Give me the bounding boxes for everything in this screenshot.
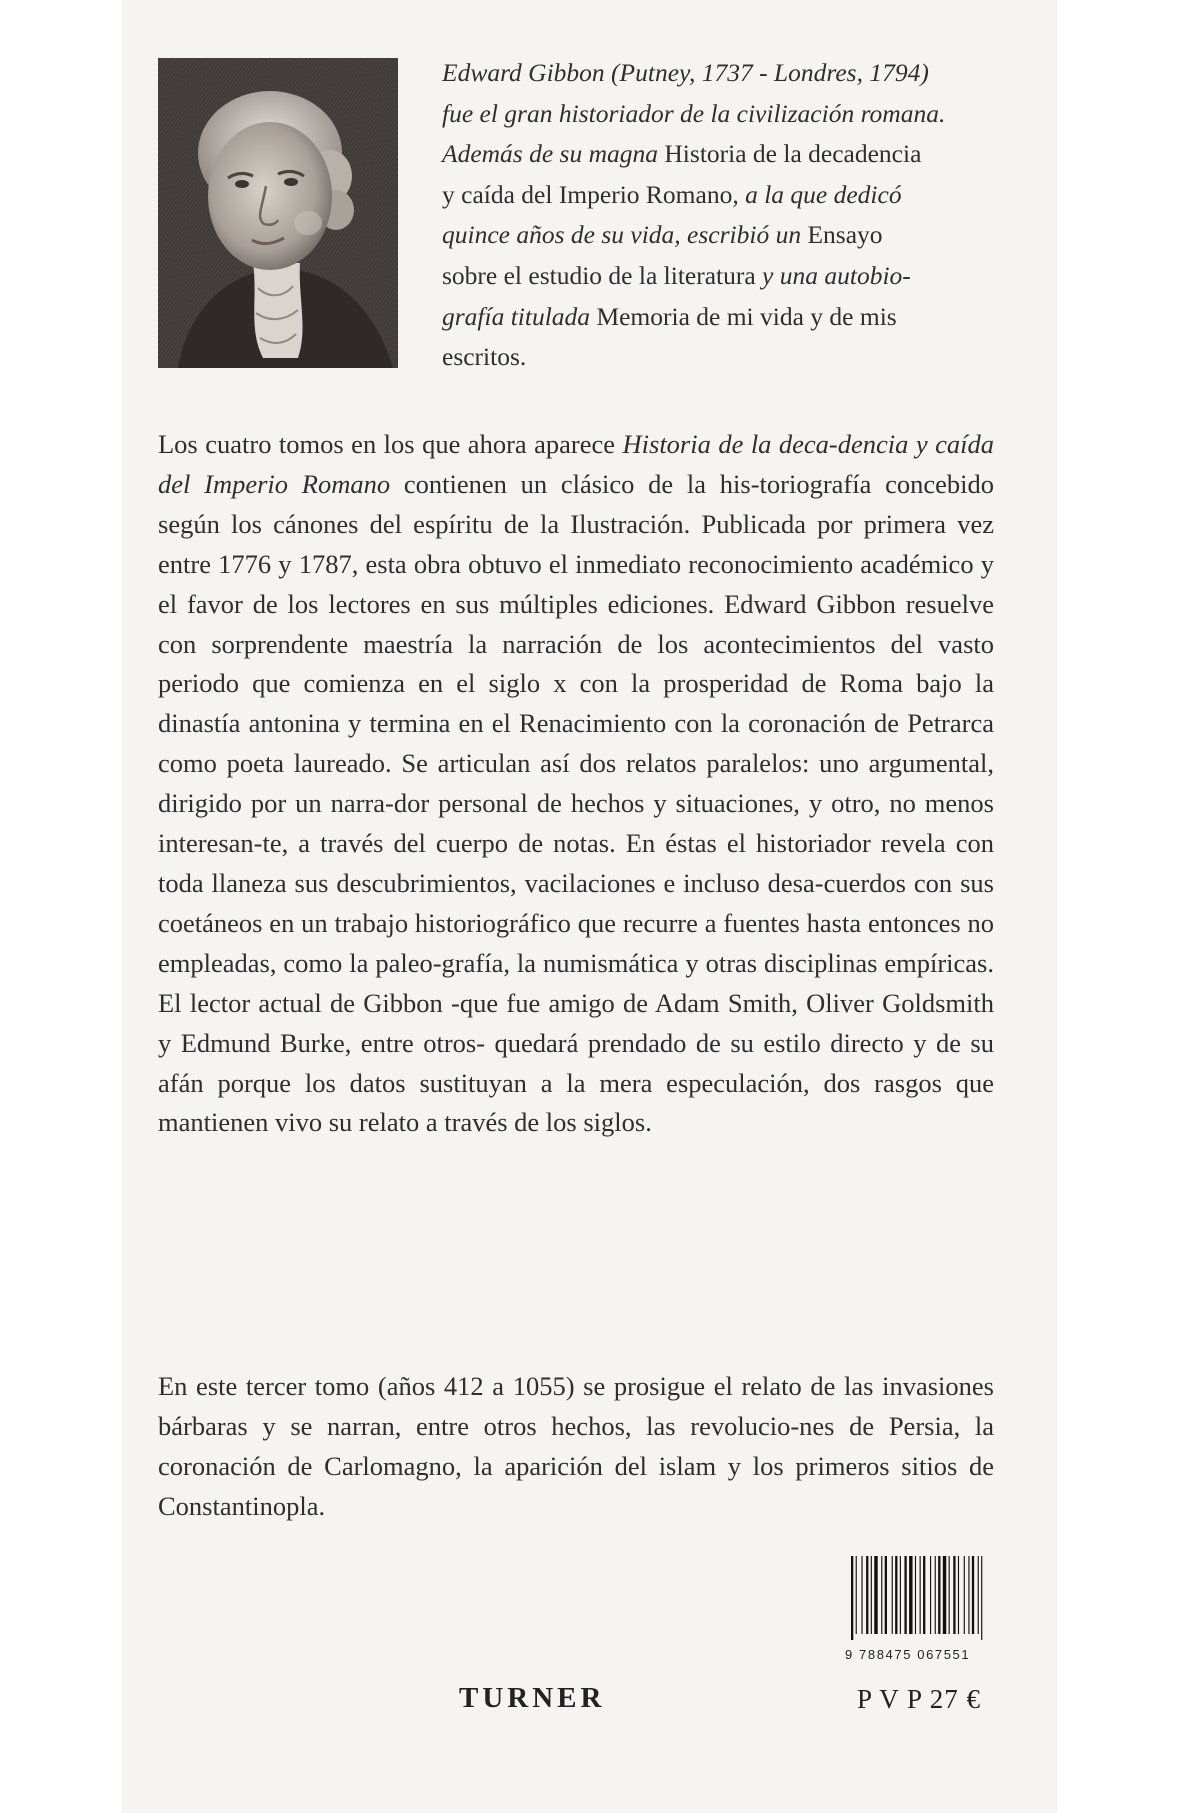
barcode-bar: [935, 1556, 936, 1634]
barcode-bar: [874, 1556, 877, 1634]
bio-line: [442, 337, 994, 378]
barcode-bar: [949, 1556, 950, 1634]
bio-text: Edward Gibbon (Putney, 1737 - Londres, 1794): [442, 58, 929, 87]
barcode-bar: [938, 1556, 940, 1634]
barcode-bar: [915, 1556, 916, 1634]
barcode-bars: [845, 1556, 997, 1640]
barcode-bar: [866, 1556, 868, 1634]
price-label: P V P 27 €: [857, 1684, 982, 1714]
bio-line: [442, 297, 994, 338]
bio-text: y una autobio-: [755, 260, 911, 290]
barcode-bar: [871, 1556, 872, 1634]
description-book-title: Historia de la deca-dencia y caída del Imperio Romano: [158, 429, 994, 499]
barcode-bar: [920, 1556, 921, 1634]
barcode-bar: [851, 1556, 853, 1640]
isbn-number: 9 788475 067551: [845, 1647, 971, 1662]
bio-book-title: sobre el estudio de la literatura: [442, 260, 756, 290]
barcode-bar: [943, 1556, 946, 1634]
bio-text: Además de su magna: [442, 139, 659, 169]
description-text: Los cuatro tomos en los que ahora aparece: [158, 429, 623, 459]
barcode-bar: [930, 1556, 931, 1634]
barcode-bar: [958, 1556, 959, 1634]
barcode-bar: [972, 1556, 974, 1634]
isbn-barcode: [845, 1556, 997, 1662]
bio-line: [442, 94, 994, 135]
barcode-bar: [856, 1556, 857, 1634]
bio-book-title: Ensayo: [801, 220, 883, 250]
bio-book-title: y caída del Imperio Romano: [442, 179, 733, 209]
author-portrait: [158, 58, 398, 368]
barcode-bar: [968, 1556, 969, 1634]
barcode-bar: [892, 1556, 893, 1634]
barcode-bar: [881, 1556, 882, 1634]
bio-line: [442, 256, 994, 297]
publisher-logo: TURNER: [459, 1682, 606, 1714]
description-text: contienen un clásico de la his-toriografía concebido según los cánones del espíritu de la Ilustración. Publicada por primera vez entre 1776 y 1787, esta obra obtuvo el inmediato reconocimiento académico y el favor de los lectores en sus múltiples ediciones. Edward Gibbon resuelve con sorprendente maestría la narración de los acontecimientos del vasto periodo que comienza en el siglo x con la prosperidad de Roma bajo la dinastía antonina y termina en el Renacimiento con la coronación de Petrarca como poeta laureado. Se articulan así dos relatos paralelos: uno argumental, dirigido por un narra-dor personal de hechos y situaciones, y otro, no menos interesan-te, a través del cuerpo de notas. En éstas el historiador revela con toda llaneza sus descubrimientos, vacilaciones e incluso desa-cuerdos con sus coetáneos en un trabajo historiográfico que recurre a fuentes hasta entonces no empleadas, como la paleo-grafía, la numismática y otras disciplinas empíricas. El lector actual de Gibbon -que fue amigo de Adam Smith, Oliver Goldsmith y Edmund Burke, entre otros- quedará prendado de su estilo directo y de su afán porque los datos sustituyan a la mera especulación, dos rasgos que mantienen vivo su relato a través de los siglos.: [158, 468, 994, 1138]
barcode-bar: [953, 1556, 955, 1634]
bio-line: [442, 134, 994, 175]
bio-line: [442, 215, 994, 256]
volume-summary-paragraph: En este tercer tomo (años 412 a 1055) se prosigue el relato de las invasiones bárbaras y se narran, entre otros hechos, las revolucio-nes de Persia, la coronación de Carlomagno, la aparición del islam y los primeros sitios de Constantinopla.: [158, 1371, 994, 1521]
barcode-bar: [885, 1556, 887, 1634]
author-biography: [442, 53, 994, 378]
bio-book-title: escritos.: [442, 342, 527, 372]
bio-line: [442, 53, 994, 94]
barcode-bar: [861, 1556, 862, 1634]
barcode-bar: [904, 1556, 906, 1634]
barcode-bar: [895, 1556, 897, 1634]
barcode-bar: [978, 1556, 979, 1634]
bio-line: [442, 175, 994, 216]
bio-text: fue el gran historiador de la civilización romana.: [442, 98, 946, 128]
description-paragraph: [158, 425, 994, 1143]
bio-book-title: Historia de la decadencia: [658, 139, 922, 169]
bio-text: grafía titulada: [442, 301, 591, 331]
barcode-bar: [923, 1556, 925, 1634]
barcode-bar: [909, 1556, 912, 1634]
bio-book-title: Memoria de mi vida y de mis: [590, 301, 897, 331]
bio-text: , a la que dedicó: [732, 179, 902, 209]
barcode-bar: [900, 1556, 901, 1634]
bio-text: quince años de su vida, escribió un: [442, 220, 802, 250]
barcode-bar: [964, 1556, 965, 1634]
barcode-bar: [981, 1556, 982, 1640]
